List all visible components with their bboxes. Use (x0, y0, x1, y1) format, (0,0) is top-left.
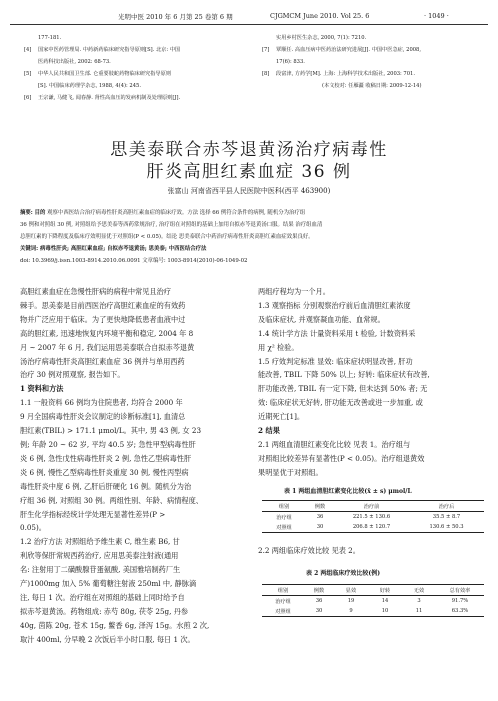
table-row (262, 606, 484, 617)
body-line: 汤治疗病毒性肝炎高胆红素血症 36 例并与单用西药 (20, 356, 185, 366)
body-line: 40g, 茵陈 20g, 苍术 15g, 鳖香 6g, 泽泻 15g。水煎 2 次, (20, 620, 210, 630)
table-header-cell: 例数 (306, 501, 334, 512)
body-line: 1.1 一般资料 66 例均为住院患者, 均符合 2000 年 (20, 398, 183, 408)
table-row (262, 512, 484, 523)
table-cell: 130.6 ± 50.3 (409, 522, 484, 533)
table-header-cell: 组别 (262, 501, 306, 512)
body-line: 1.3 观察指标 分别观察治疗前后血清胆红素浓度 (258, 300, 411, 310)
reference-line: [5] 中华人民共和国卫生部. 仑重要肢蛇药物临床研究指导原则 (24, 71, 171, 77)
article-title-line-1: 思美泰联合赤芩退黄汤治疗病毒性 (110, 140, 388, 160)
table-cell: 9 (334, 606, 368, 617)
table-header-cell: 组别 (262, 585, 304, 596)
author-affiliation: 张富山 河南省西平县人民医院中医科(西平 463900) (167, 187, 331, 195)
body-line: 毒性肝炎中度 6 例, 乙肝后肝硬化 16 例。随机分为治 (20, 481, 192, 491)
body-line: 棘手。思美泰是目前西医治疗高胆红素血症的有效药 (20, 300, 186, 310)
table-row (262, 596, 484, 607)
table-header-row (262, 501, 484, 512)
body-line: 9 月全国病毒性肝炎会议制定的诊断标准[1], 血清总 (20, 412, 186, 422)
reference-line: 177-181. (38, 35, 62, 41)
reference-line: 实用乡村医生杂志, 2000, 7(1): 7210. (276, 35, 367, 41)
table-header-cell: 总有效率 (436, 585, 484, 596)
body-line: 产)1000mg 加入 5% 葡萄糖注射液 250ml 中, 静脉滴 (20, 579, 197, 589)
reference-line: [7] 覃顺任. 高血压病中医药治法研究进展[J]. 中国中医急症, 2008, (262, 47, 421, 53)
body-line: 例; 年龄 20 ~ 62 岁, 平均 40.5 岁; 急性甲型病毒性肝 (20, 439, 196, 449)
body-line: 炎 6 例, 慢性乙型病毒性肝炎重度 30 例, 慢性丙型病 (20, 467, 189, 477)
body-line: 2.2 两组临床疗效比较 见表 2。 (258, 546, 360, 555)
table-row (262, 522, 484, 533)
abstract (20, 207, 485, 267)
reference-line: 17(6): 833. (276, 59, 305, 65)
section-heading: 2 结果 (258, 426, 280, 436)
table-cell: 10 (368, 606, 402, 617)
body-line: 高的胆红素, 迅速地恢复内环境平衡和稳定, 2004 年 8 (20, 328, 194, 338)
table-header-cell: 无效 (402, 585, 436, 596)
keywords: 关键词: 病毒性肝炎; 高胆红素血症; 自拟赤芩退黄汤; 思美泰; 中西医结合疗法 (20, 246, 207, 252)
body-line: 两组疗程均为一个月。 (258, 287, 330, 296)
abstract-line: 摘要: 目的 观察中西医结合治疗病毒性肝炎高胆红素血症的临床疗效。方法 选择 66 例符合条件的病例, 随机分为治疗组 (20, 210, 306, 216)
body-line: 近期死亡[1]。 (258, 412, 305, 422)
body-line: 及临床症状, 并观察凝血功能、血常规。 (258, 314, 385, 324)
body-line: 炎 6 例, 急性戊性病毒性肝炎 2 例, 急性乙型病毒性肝 (20, 453, 192, 463)
table-cell: 治疗组 (276, 514, 292, 521)
body-left-column (20, 285, 250, 647)
body-line: 1.5 疗效判定标准 显效: 临床症状明显改善, 肝功 (258, 356, 413, 366)
table-cell: 19 (347, 598, 355, 604)
body-line: 果明显优于对照组。 (258, 467, 323, 477)
table-cell: 3 (417, 598, 421, 604)
section-heading: 1 资料和方法 (20, 384, 64, 394)
body-line: 2.1 两组血清胆红素变化比较 见表 1。治疗组与 (258, 439, 411, 449)
body-line: 0.05)。 (20, 523, 46, 533)
article-title-line-2: 肝炎高胆红素血症 36 例 (146, 162, 352, 182)
table-cell: 治疗组 (275, 598, 291, 605)
references-right (262, 32, 421, 92)
header-rule (10, 24, 488, 25)
table-cell: 91.7% (451, 598, 469, 604)
table-cell: 206.8 ± 120.7 (334, 522, 409, 533)
table-cell: 63.3% (436, 606, 484, 617)
table-cell: 30 (304, 606, 334, 617)
table-cell: 11 (402, 606, 436, 617)
table-cell: 30 (306, 522, 334, 533)
body-line: 1.4 统计学方法 计量资料采用 t 检验, 计数资料采 (258, 328, 416, 338)
body-line: 取汁 400ml, 分早晚 2 次饭后半小时口服, 每日 1 次。 (20, 634, 195, 644)
table-header-cell: 显效 (334, 585, 368, 596)
table-header-cell: 例数 (304, 585, 334, 596)
table-cell: 35.5 ± 8.7 (432, 514, 461, 520)
body-right-column (258, 285, 483, 480)
references-left (24, 32, 180, 104)
body-line: 用 χ² 检验。 (258, 342, 299, 352)
table1-caption: 表 1 两组血清胆红素变化比较(x̄ ± s) μmol/L (284, 488, 412, 495)
body-line: 名: 注射用丁二磺酸腺苷蛋氨酸, 美国雅培制药厂生 (20, 565, 181, 575)
body-line: 高胆红素血症在急慢性肝病的病程中常见且治疗 (20, 287, 171, 296)
section-2-2 (258, 544, 483, 558)
abstract-line: 总胆红素的下降程度及临床疗效明显优于对照组(P < 0.05)。结论 思美泰联合中药治疗病毒性肝炎高胆红素血症效果良好。 (20, 234, 314, 240)
journal-issue-cn: 光明中医 2010 年 6 月第 25 卷第 6 期 (118, 13, 233, 21)
body-line: 月 ~ 2007 年 6 月, 我们运用思美泰联合自拟赤芩退黄 (20, 342, 195, 352)
body-line: 疗组 36 例, 对照组 30 例。两组性别、年龄、病情程度、 (20, 495, 203, 505)
table-cell: 36 (315, 598, 323, 604)
reference-line: (本文校对: 任雁疆 收稿日期: 2009-12-14) (322, 83, 422, 89)
table-cell: 14 (381, 598, 389, 604)
body-line: 能改善, TBIL 下降 50% 以上; 好转: 临床症状有改善, (258, 370, 430, 380)
journal-issue-en: CJGMCM June 2010. Vol 25. 6 (270, 12, 370, 20)
doi-line: doi: 10.3969/j.issn.1003-8914.2010.06.0091 文章编号: 1003-8914(2010)-06-1049-02 (20, 258, 248, 264)
body-line: 物并广泛应用于临床。为了更快地降低患者血液中过 (20, 314, 186, 324)
reference-line: [4] 国家中医药管理局. 中药新药临床研究指导原则[S]. 北京: 中国 (24, 47, 181, 53)
table-header-cell: 好转 (368, 585, 402, 596)
abstract-line: 36 例和对照组 30 例, 对照组给予思美泰等西药常规治疗, 治疗组在对照组的基础上加用自拟赤芩退黄汤口服。结果 治疗组血清 (20, 222, 323, 228)
reference-line: [S]. 中国临床药理学杂志, 1988, 4(4): 245. (38, 83, 141, 89)
body-line: 1.2 治疗方法 对照组给予维生素 C, 维生素 B6, 甘 (20, 537, 180, 547)
table2 (262, 584, 484, 617)
page-number: · 1049 · (424, 12, 449, 20)
reference-line: [6] 王宗谦, 马健飞, 闻春静. 肾性高血压的发病机制及处理原则[J]. (24, 95, 181, 101)
body-line: 效: 临床症状无好转, 肝功能无改善或进一步加重, 或 (258, 398, 423, 408)
reference-line: 医药科技出版社, 2002: 68-73. (38, 59, 111, 65)
table2-caption: 表 2 两组临床疗效比较(例) (306, 570, 381, 577)
body-line: 注, 每日 1 次。治疗组在对照组的基础上同时给予自 (20, 592, 185, 602)
reference-line: [8] 段富津, 方药学[M]. 上海: 上海科学技术出版社, 2003: 701. (262, 71, 415, 77)
body-line: 对照组比较差异有显著性(P < 0.05)。治疗组退黄效 (258, 453, 425, 463)
table-cell: 221.5 ± 130.6 (352, 514, 391, 520)
table-header-cell: 治疗前 (334, 501, 409, 512)
table1 (262, 500, 484, 533)
body-line: 治疗 30 例对照观察, 报告如下。 (20, 370, 125, 380)
body-line: 胆红素(TBIL) > 171.1 μmol/L。其中, 男 43 例, 女 23 (20, 426, 202, 436)
table-cell: 对照组 (262, 606, 304, 617)
body-line: 拟赤芩退黄汤。药物组成: 赤芍 80g, 茯苓 25g, 丹参 (20, 606, 189, 616)
table-cell: 36 (316, 514, 324, 520)
body-line: 利欣等保肝常规西药治疗, 应用思美泰注射液(通用 (20, 551, 179, 561)
body-line: 肝生化学指标经统计学处理无显著性差异(P > (20, 509, 166, 519)
running-header (0, 8, 498, 24)
body-line: 肝功能改善, TBIL 有一定下降, 但未达到 50% 者; 无 (258, 384, 428, 394)
table-header-cell: 治疗后 (409, 501, 484, 512)
table-header-row (262, 585, 484, 596)
table-cell: 对照组 (262, 522, 306, 533)
